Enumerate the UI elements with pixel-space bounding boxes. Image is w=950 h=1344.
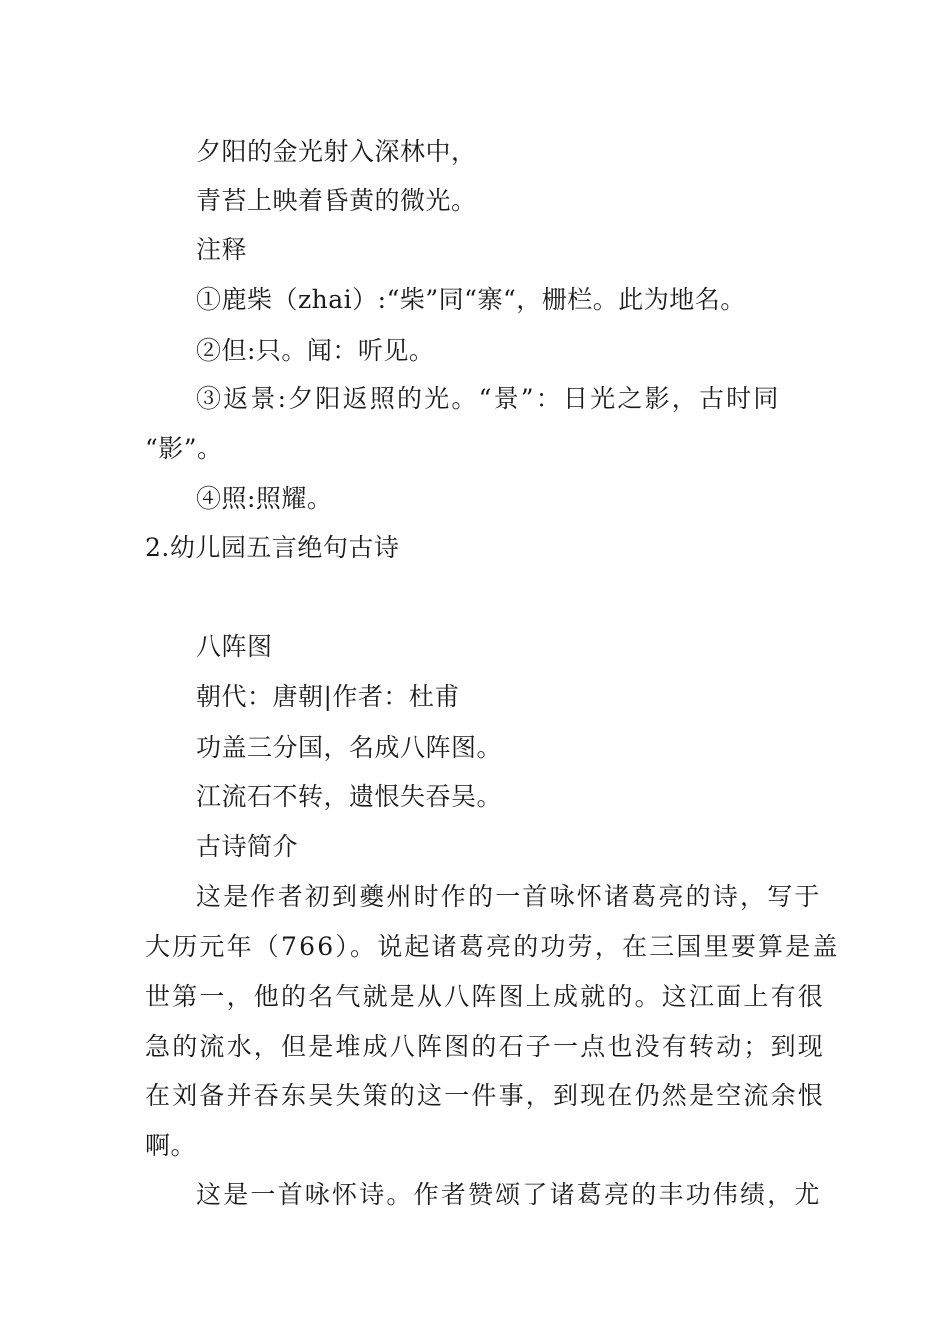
notes-heading: 注释	[196, 235, 248, 264]
note-1: ①鹿柴（zhai）:“柴”同“寨“，栅栏。此为地名。	[196, 285, 746, 314]
note-3: ③返景:夕阳返照的光。“景”：日光之影，古时同	[196, 384, 781, 413]
note-2: ②但:只。闻：听见。	[196, 336, 435, 365]
poem-author: 朝代：唐朝|作者：杜甫	[196, 682, 460, 711]
poem-translation-line-1: 夕阳的金光射入深林中，	[196, 137, 477, 166]
intro-paragraph-line-6: 啊。	[145, 1131, 197, 1160]
section-heading: 2.幼儿园五言绝句古诗	[145, 533, 400, 562]
poem-translation-line-2: 青苔上映着昏黄的微光。	[196, 186, 477, 215]
intro-paragraph-line-2: 大历元年（766）。说起诸葛亮的功劳，在三国里要算是盖	[145, 932, 840, 961]
intro-paragraph-line-3: 世第一，他的名气就是从八阵图上成就的。这江面上有很	[145, 982, 826, 1011]
note-4: ④照:照耀。	[196, 484, 333, 513]
poem-title: 八阵图	[196, 632, 273, 661]
poem-line-1: 功盖三分国，名成八阵图。	[196, 733, 503, 762]
poem-line-2: 江流石不转，遗恨失吞吴。	[196, 782, 503, 811]
analysis-paragraph-line-1: 这是一首咏怀诗。作者赞颂了诸葛亮的丰功伟绩，尤	[196, 1180, 822, 1209]
note-3-continuation: “影”。	[145, 434, 223, 463]
intro-heading: 古诗简介	[196, 832, 299, 861]
intro-paragraph-line-1: 这是作者初到夔州时作的一首咏怀诸葛亮的诗，写于	[196, 882, 822, 911]
intro-paragraph-line-5: 在刘备并吞东吴失策的这一件事，到现在仍然是空流余恨	[145, 1081, 826, 1110]
intro-paragraph-line-4: 急的流水，但是堆成八阵图的石子一点也没有转动；到现	[145, 1032, 826, 1061]
